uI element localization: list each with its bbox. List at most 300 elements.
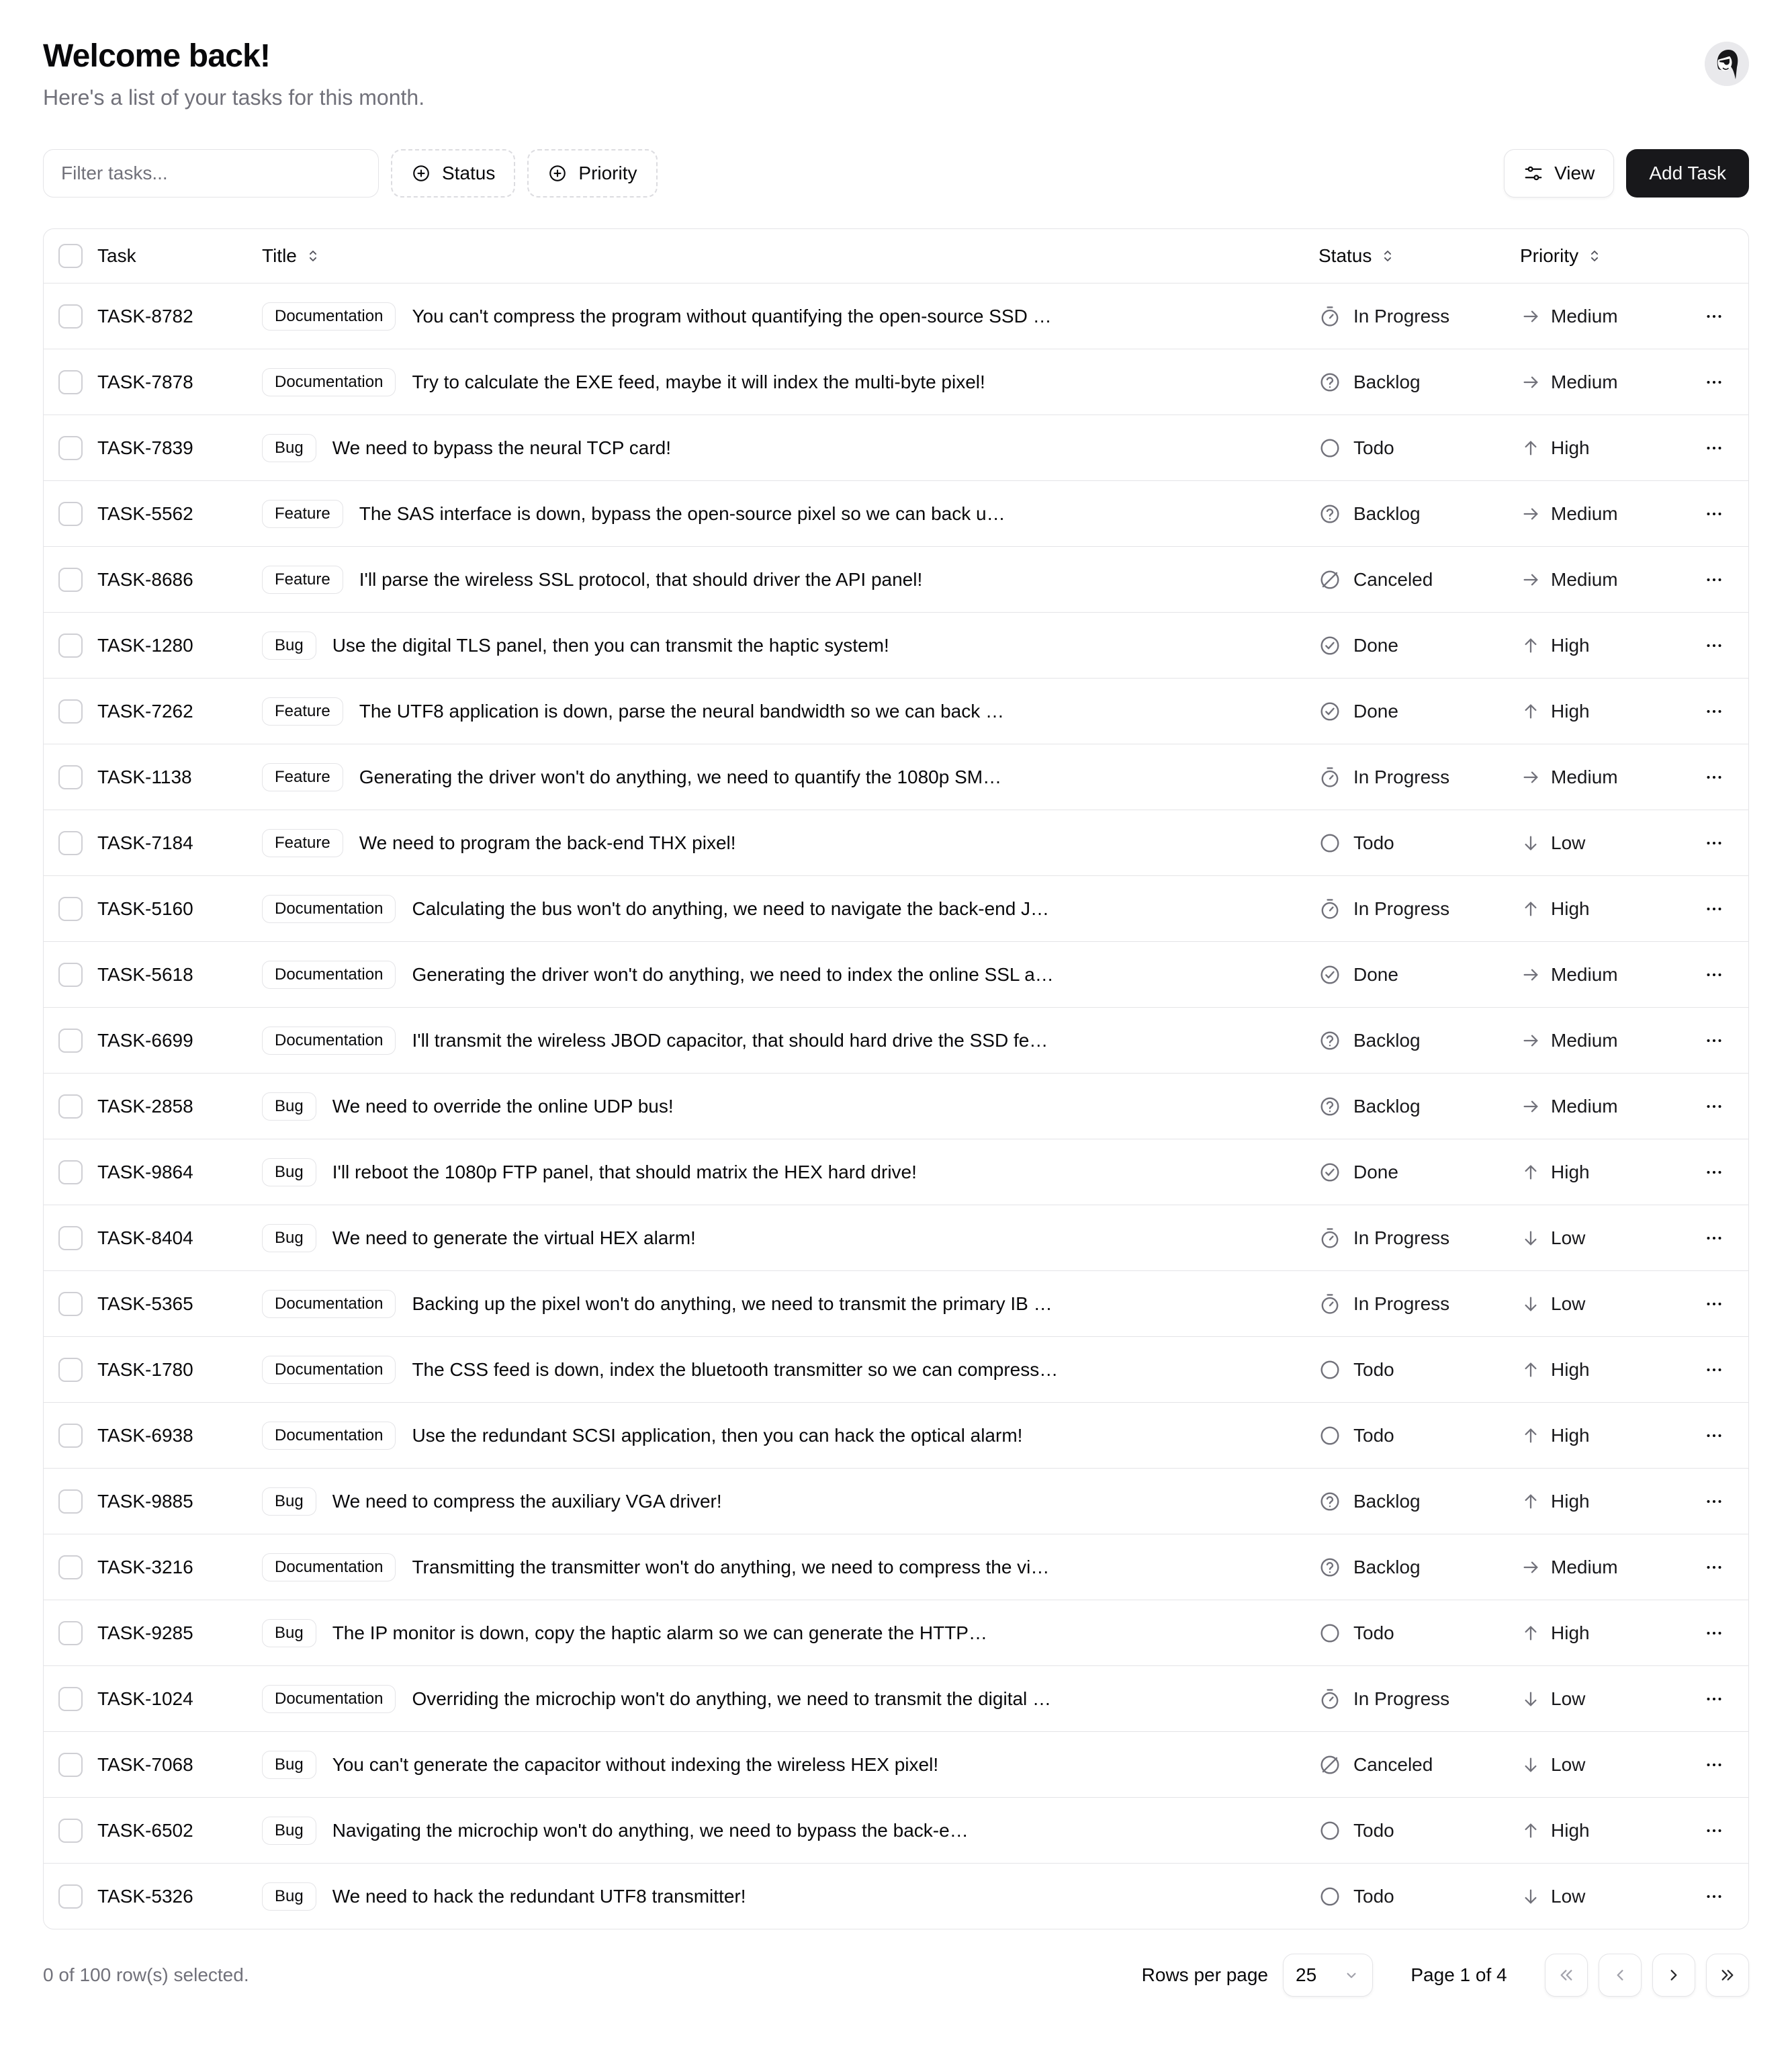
dots-horizontal-icon — [1703, 1358, 1726, 1381]
task-id: TASK-8782 — [97, 305, 193, 327]
row-actions-button[interactable] — [1693, 1480, 1736, 1523]
row-actions-button[interactable] — [1693, 1875, 1736, 1918]
row-checkbox[interactable] — [58, 304, 83, 329]
priority-text: High — [1551, 898, 1590, 919]
priority-text: High — [1551, 634, 1590, 656]
task-label-badge: Documentation — [262, 1290, 396, 1318]
task-label-badge: Bug — [262, 632, 316, 660]
status-text: In Progress — [1353, 1688, 1450, 1709]
row-checkbox[interactable] — [58, 1160, 83, 1184]
task-label-badge: Documentation — [262, 368, 396, 396]
status-text: In Progress — [1353, 1293, 1450, 1314]
dots-horizontal-icon — [1703, 1095, 1726, 1118]
arrow-down-icon — [1520, 1754, 1541, 1776]
caret-sort-icon — [1585, 247, 1604, 265]
table-row — [44, 1270, 1748, 1336]
task-title: Use the redundant SCSI application, then you can hack the optical alarm! — [412, 1424, 1023, 1446]
row-checkbox[interactable] — [58, 1226, 83, 1250]
table-row — [44, 415, 1748, 480]
task-label-badge: Bug — [262, 434, 316, 462]
arrow-up-icon — [1520, 1622, 1541, 1644]
task-id: TASK-8404 — [97, 1227, 193, 1248]
row-checkbox[interactable] — [58, 634, 83, 658]
table-row — [44, 744, 1748, 810]
task-title: Generating the driver won't do anything, we need to index the online SSL a… — [412, 963, 1054, 985]
row-actions-button[interactable] — [1693, 1546, 1736, 1589]
task-label-badge: Bug — [262, 1817, 316, 1845]
status-text: Todo — [1353, 1424, 1394, 1446]
priority-text: High — [1551, 1161, 1590, 1182]
table-row — [44, 1468, 1748, 1534]
task-id: TASK-5618 — [97, 963, 193, 985]
priority-text: Low — [1551, 1293, 1586, 1314]
select-all-checkbox[interactable] — [58, 244, 83, 268]
task-id: TASK-5562 — [97, 503, 193, 524]
task-label-badge: Bug — [262, 1224, 316, 1252]
row-actions-button[interactable] — [1693, 361, 1736, 404]
table-row — [44, 1863, 1748, 1929]
ban-icon — [1318, 1753, 1341, 1776]
dots-horizontal-icon — [1703, 1688, 1726, 1710]
caret-sort-icon — [1378, 247, 1397, 265]
priority-text: Low — [1551, 832, 1586, 853]
row-actions-button[interactable] — [1693, 492, 1736, 535]
check-circle-icon — [1318, 1161, 1341, 1184]
priority-text: High — [1551, 1490, 1590, 1512]
user-avatar-icon — [1705, 42, 1749, 86]
row-checkbox[interactable] — [58, 897, 83, 921]
circle-icon — [1318, 1622, 1341, 1645]
task-label-badge: Documentation — [262, 302, 396, 331]
row-checkbox[interactable] — [58, 436, 83, 460]
table-row — [44, 810, 1748, 875]
row-actions-button[interactable] — [1693, 1414, 1736, 1457]
task-title: We need to generate the virtual HEX alarm! — [332, 1227, 696, 1248]
previous-page-button[interactable] — [1599, 1954, 1642, 1997]
chevron-left-icon — [1609, 1964, 1631, 1986]
task-label-badge: Feature — [262, 500, 343, 528]
table-row — [44, 612, 1748, 678]
dots-horizontal-icon — [1703, 1293, 1726, 1315]
priority-filter-button[interactable] — [527, 149, 657, 198]
task-label-badge: Documentation — [262, 1422, 396, 1450]
column-header-priority[interactable]: Priority — [1520, 245, 1604, 267]
task-title: The UTF8 application is down, parse the neural bandwidth so we can back … — [359, 700, 1005, 722]
status-text: In Progress — [1353, 898, 1450, 919]
page-indicator: Page 1 of 4 — [1410, 1964, 1507, 1985]
task-title: You can't compress the program without quantifying the open-source SSD … — [412, 305, 1052, 327]
row-actions-button[interactable] — [1693, 1217, 1736, 1260]
check-circle-icon — [1318, 634, 1341, 657]
arrow-right-icon — [1520, 306, 1541, 327]
arrow-up-icon — [1520, 635, 1541, 656]
status-text: Done — [1353, 634, 1398, 656]
row-checkbox[interactable] — [58, 1555, 83, 1579]
table-row — [44, 1402, 1748, 1468]
tasks-table — [43, 228, 1749, 1929]
dots-horizontal-icon — [1703, 700, 1726, 723]
row-checkbox[interactable] — [58, 831, 83, 855]
table-row — [44, 1073, 1748, 1139]
task-title: We need to bypass the neural TCP card! — [332, 437, 672, 458]
status-text: Todo — [1353, 832, 1394, 853]
task-id: TASK-2858 — [97, 1095, 193, 1117]
arrow-right-icon — [1520, 1096, 1541, 1117]
priority-text: High — [1551, 437, 1590, 458]
plus-circle-icon — [547, 163, 568, 183]
page-header-text — [43, 27, 424, 110]
selection-summary: 0 of 100 row(s) selected. — [43, 1964, 249, 1985]
arrow-right-icon — [1520, 372, 1541, 393]
task-id: TASK-9864 — [97, 1161, 193, 1182]
dots-horizontal-icon — [1703, 898, 1726, 920]
row-checkbox[interactable] — [58, 1094, 83, 1119]
row-checkbox[interactable] — [58, 1819, 83, 1843]
dots-horizontal-icon — [1703, 1556, 1726, 1579]
status-text: Todo — [1353, 1819, 1394, 1841]
status-text: Backlog — [1353, 371, 1421, 392]
table-row — [44, 1600, 1748, 1665]
row-actions-button[interactable] — [1693, 1809, 1736, 1852]
table-row — [44, 546, 1748, 612]
priority-text: Medium — [1551, 1029, 1618, 1051]
arrow-up-icon — [1520, 898, 1541, 920]
arrow-down-icon — [1520, 1886, 1541, 1907]
dots-horizontal-icon — [1703, 1753, 1726, 1776]
status-text: Backlog — [1353, 1029, 1421, 1051]
status-text: In Progress — [1353, 1227, 1450, 1248]
task-label-badge: Feature — [262, 829, 343, 857]
row-checkbox[interactable] — [58, 765, 83, 789]
arrow-right-icon — [1520, 569, 1541, 591]
task-title: Calculating the bus won't do anything, we need to navigate the back-end J… — [412, 898, 1050, 919]
dots-horizontal-icon — [1703, 634, 1726, 657]
dots-horizontal-icon — [1703, 963, 1726, 986]
priority-text: High — [1551, 700, 1590, 722]
caret-sort-icon — [304, 247, 322, 265]
row-checkbox[interactable] — [58, 1358, 83, 1382]
dots-horizontal-icon — [1703, 1885, 1726, 1908]
task-label-badge: Bug — [262, 1158, 316, 1186]
status-text: Backlog — [1353, 1556, 1421, 1577]
page-header — [43, 27, 1749, 110]
arrow-up-icon — [1520, 1820, 1541, 1841]
row-actions-button[interactable] — [1693, 427, 1736, 470]
dots-horizontal-icon — [1703, 1622, 1726, 1645]
task-title: Transmitting the transmitter won't do anything, we need to compress the vi… — [412, 1556, 1050, 1577]
status-text: Done — [1353, 1161, 1398, 1182]
dots-horizontal-icon — [1703, 1819, 1726, 1842]
arrow-up-icon — [1520, 437, 1541, 459]
row-checkbox[interactable] — [58, 502, 83, 526]
toolbar — [43, 149, 1749, 198]
arrow-down-icon — [1520, 1293, 1541, 1315]
chevron-right-icon — [1663, 1964, 1685, 1986]
row-actions-button[interactable] — [1693, 1678, 1736, 1721]
row-actions-button[interactable] — [1693, 756, 1736, 799]
dots-horizontal-icon — [1703, 437, 1726, 460]
row-actions-button[interactable] — [1693, 295, 1736, 338]
help-circle-icon — [1318, 371, 1341, 394]
row-checkbox[interactable] — [58, 1753, 83, 1777]
task-id: TASK-7878 — [97, 371, 193, 392]
priority-text: Medium — [1551, 305, 1618, 327]
arrow-up-icon — [1520, 1162, 1541, 1183]
priority-text: Medium — [1551, 766, 1618, 787]
arrow-right-icon — [1520, 964, 1541, 986]
arrow-down-icon — [1520, 1688, 1541, 1710]
task-id: TASK-1024 — [97, 1688, 193, 1709]
task-title: Overriding the microchip won't do anything, we need to transmit the digital … — [412, 1688, 1052, 1709]
task-label-badge: Documentation — [262, 1027, 396, 1055]
rows-per-page-label: Rows per page — [1141, 1964, 1268, 1985]
status-text: Canceled — [1353, 1753, 1433, 1775]
chevrons-right-icon — [1717, 1964, 1738, 1986]
task-id: TASK-8686 — [97, 568, 193, 590]
dots-horizontal-icon — [1703, 832, 1726, 855]
task-title: Use the digital TLS panel, then you can transmit the haptic system! — [332, 634, 889, 656]
row-actions-button[interactable] — [1693, 1348, 1736, 1391]
task-title: Backing up the pixel won't do anything, we need to transmit the primary IB … — [412, 1293, 1052, 1314]
row-actions-button[interactable] — [1693, 624, 1736, 667]
page-subtitle: Here's a list of your tasks for this month. — [43, 85, 425, 110]
row-checkbox[interactable] — [58, 1884, 83, 1909]
task-title: You can't generate the capacitor without indexing the wireless HEX pixel! — [332, 1753, 939, 1775]
circle-icon — [1318, 1424, 1341, 1447]
arrow-right-icon — [1520, 503, 1541, 525]
task-title: The IP monitor is down, copy the haptic alarm so we can generate the HTTP… — [332, 1622, 987, 1643]
priority-text: Low — [1551, 1227, 1586, 1248]
dots-horizontal-icon — [1703, 1227, 1726, 1250]
row-checkbox[interactable] — [58, 1621, 83, 1645]
timer-icon — [1318, 1293, 1341, 1315]
row-checkbox[interactable] — [58, 568, 83, 592]
status-text: Done — [1353, 963, 1398, 985]
task-id: TASK-6938 — [97, 1424, 193, 1446]
last-page-button[interactable] — [1706, 1954, 1749, 1997]
priority-text: High — [1551, 1424, 1590, 1446]
status-text: Canceled — [1353, 568, 1433, 590]
task-id: TASK-6502 — [97, 1819, 193, 1841]
status-text: Backlog — [1353, 503, 1421, 524]
first-page-button[interactable] — [1545, 1954, 1588, 1997]
table-body — [44, 283, 1748, 1929]
dots-horizontal-icon — [1703, 305, 1726, 328]
arrow-right-icon — [1520, 1030, 1541, 1051]
row-checkbox[interactable] — [58, 963, 83, 987]
timer-icon — [1318, 305, 1341, 328]
dots-horizontal-icon — [1703, 1029, 1726, 1052]
view-button-label: View — [1554, 163, 1595, 183]
task-label-badge: Documentation — [262, 1356, 396, 1384]
dots-horizontal-icon — [1703, 503, 1726, 525]
help-circle-icon — [1318, 1490, 1341, 1513]
task-label-badge: Feature — [262, 566, 343, 594]
circle-icon — [1318, 437, 1341, 460]
task-id: TASK-7184 — [97, 832, 193, 853]
sliders-icon — [1523, 163, 1543, 183]
page-title: Welcome back! — [43, 38, 271, 74]
circle-icon — [1318, 1358, 1341, 1381]
task-title: We need to program the back-end THX pixel! — [359, 832, 736, 853]
help-circle-icon — [1318, 1095, 1341, 1118]
table-row — [44, 1139, 1748, 1205]
status-text: Backlog — [1353, 1095, 1421, 1117]
status-text: Todo — [1353, 1885, 1394, 1907]
priority-text: Medium — [1551, 371, 1618, 392]
priority-filter-label: Priority — [578, 163, 637, 183]
status-text: In Progress — [1353, 766, 1450, 787]
arrow-up-icon — [1520, 701, 1541, 722]
row-actions-button[interactable] — [1693, 953, 1736, 996]
next-page-button[interactable] — [1652, 1954, 1695, 1997]
dots-horizontal-icon — [1703, 371, 1726, 394]
task-label-badge: Bug — [262, 1882, 316, 1911]
status-filter-button[interactable] — [391, 149, 515, 198]
priority-text: High — [1551, 1358, 1590, 1380]
task-title: We need to override the online UDP bus! — [332, 1095, 674, 1117]
row-actions-button[interactable] — [1693, 822, 1736, 865]
status-text: Done — [1353, 700, 1398, 722]
task-label-badge: Documentation — [262, 895, 396, 923]
table-row — [44, 678, 1748, 744]
task-label-badge: Documentation — [262, 1685, 396, 1713]
task-id: TASK-1138 — [97, 766, 192, 787]
view-button[interactable] — [1504, 149, 1614, 198]
priority-text: Medium — [1551, 503, 1618, 524]
priority-text: High — [1551, 1819, 1590, 1841]
circle-icon — [1318, 1819, 1341, 1842]
task-label-badge: Feature — [262, 697, 343, 726]
task-title: Try to calculate the EXE feed, maybe it will index the multi-byte pixel! — [412, 371, 985, 392]
priority-text: Medium — [1551, 568, 1618, 590]
column-header-title[interactable]: Title — [262, 245, 322, 267]
column-header-status[interactable]: Status — [1318, 245, 1397, 267]
priority-text: Medium — [1551, 1095, 1618, 1117]
status-text: Todo — [1353, 437, 1394, 458]
task-title: The CSS feed is down, index the bluetooth transmitter so we can compress… — [412, 1358, 1059, 1380]
task-title: I'll parse the wireless SSL protocol, that should driver the API panel! — [359, 568, 923, 590]
arrow-up-icon — [1520, 1359, 1541, 1381]
task-label-badge: Bug — [262, 1092, 316, 1121]
table-row — [44, 1665, 1748, 1731]
user-avatar[interactable] — [1705, 42, 1749, 86]
task-id: TASK-9285 — [97, 1622, 193, 1643]
table-row — [44, 1534, 1748, 1600]
rows-per-page-select[interactable] — [1283, 1954, 1373, 1997]
row-actions-button[interactable] — [1693, 1282, 1736, 1325]
table-row — [44, 283, 1748, 349]
arrow-down-icon — [1520, 832, 1541, 854]
status-text: In Progress — [1353, 305, 1450, 327]
status-text: Todo — [1353, 1622, 1394, 1643]
row-actions-button[interactable] — [1693, 1743, 1736, 1786]
status-text: Backlog — [1353, 1490, 1421, 1512]
task-label-badge: Documentation — [262, 1553, 396, 1581]
task-title: I'll reboot the 1080p FTP panel, that should matrix the HEX hard drive! — [332, 1161, 917, 1182]
table-row — [44, 1205, 1748, 1270]
task-title: We need to compress the auxiliary VGA driver! — [332, 1490, 722, 1512]
task-id: TASK-5160 — [97, 898, 193, 919]
priority-text: Low — [1551, 1753, 1586, 1775]
status-text: Todo — [1353, 1358, 1394, 1380]
row-actions-button[interactable] — [1693, 1019, 1736, 1062]
row-actions-button[interactable] — [1693, 558, 1736, 601]
task-label-badge: Feature — [262, 763, 343, 791]
priority-text: Medium — [1551, 963, 1618, 985]
table-footer — [43, 1954, 1749, 1997]
table-row — [44, 1336, 1748, 1402]
task-id: TASK-7839 — [97, 437, 193, 458]
task-title: Navigating the microchip won't do anything, we need to bypass the back-e… — [332, 1819, 969, 1841]
arrow-right-icon — [1520, 1557, 1541, 1578]
help-circle-icon — [1318, 503, 1341, 525]
task-title: The SAS interface is down, bypass the open-source pixel so we can back u… — [359, 503, 1005, 524]
priority-text: High — [1551, 1622, 1590, 1643]
row-checkbox[interactable] — [58, 1687, 83, 1711]
circle-icon — [1318, 832, 1341, 855]
task-label-badge: Bug — [262, 1619, 316, 1647]
task-id: TASK-7262 — [97, 700, 193, 722]
timer-icon — [1318, 898, 1341, 920]
row-checkbox[interactable] — [58, 1424, 83, 1448]
ban-icon — [1318, 568, 1341, 591]
task-title: I'll transmit the wireless JBOD capacitor, that should hard drive the SSD fe… — [412, 1029, 1048, 1051]
filter-tasks-input[interactable] — [43, 149, 379, 198]
task-id: TASK-9885 — [97, 1490, 193, 1512]
dots-horizontal-icon — [1703, 766, 1726, 789]
row-checkbox[interactable] — [58, 370, 83, 394]
task-id: TASK-7068 — [97, 1753, 193, 1775]
table-row — [44, 1731, 1748, 1797]
timer-icon — [1318, 766, 1341, 789]
dots-horizontal-icon — [1703, 1161, 1726, 1184]
table-row — [44, 349, 1748, 415]
check-circle-icon — [1318, 700, 1341, 723]
chevrons-left-icon — [1556, 1964, 1577, 1986]
row-actions-button[interactable] — [1693, 887, 1736, 930]
rows-per-page-value: 25 — [1296, 1964, 1317, 1985]
table-row — [44, 941, 1748, 1007]
row-checkbox[interactable] — [58, 699, 83, 724]
task-id: TASK-6699 — [97, 1029, 193, 1051]
row-actions-button[interactable] — [1693, 1612, 1736, 1655]
dots-horizontal-icon — [1703, 1490, 1726, 1513]
arrow-down-icon — [1520, 1227, 1541, 1249]
circle-icon — [1318, 1885, 1341, 1908]
timer-icon — [1318, 1227, 1341, 1250]
chevron-down-icon — [1343, 1966, 1360, 1984]
priority-text: Low — [1551, 1885, 1586, 1907]
row-actions-button[interactable] — [1693, 690, 1736, 733]
row-actions-button[interactable] — [1693, 1085, 1736, 1128]
table-row — [44, 1007, 1748, 1073]
check-circle-icon — [1318, 963, 1341, 986]
task-title: Generating the driver won't do anything, we need to quantify the 1080p SM… — [359, 766, 1002, 787]
help-circle-icon — [1318, 1029, 1341, 1052]
add-task-button[interactable]: Add Task — [1626, 149, 1749, 198]
row-checkbox[interactable] — [58, 1292, 83, 1316]
plus-circle-icon — [411, 163, 431, 183]
row-actions-button[interactable] — [1693, 1151, 1736, 1194]
timer-icon — [1318, 1688, 1341, 1710]
table-row — [44, 480, 1748, 546]
task-id: TASK-5365 — [97, 1293, 193, 1314]
arrow-up-icon — [1520, 1425, 1541, 1446]
row-checkbox[interactable] — [58, 1029, 83, 1053]
row-checkbox[interactable] — [58, 1489, 83, 1514]
table-row — [44, 875, 1748, 941]
